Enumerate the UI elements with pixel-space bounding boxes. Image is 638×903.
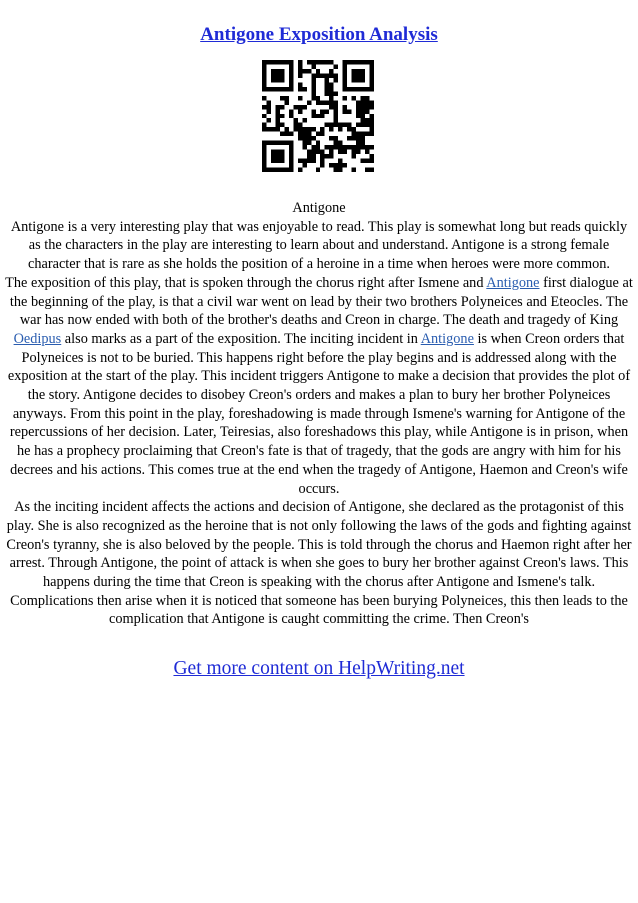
antigone-link-1[interactable]: Antigone	[486, 274, 540, 291]
antigone-link-2[interactable]: Antigone	[420, 330, 474, 347]
paragraph-protagonist: As the inciting incident affects the actions and decision of Antigone, she declared as the protagonist of this play. She is also recognized as the heroine that is not only following the laws of the gods and fighting against Creon's tyranny, she is also beloved by the people. This is told through the chorus and Haemon right after her arrest. Through Antigone, the point of attack is when she goes to bury her brother against Creon's laws. This happens during the time that Creon is speaking with the chorus after Antigone and Ismene's talk. Complications then arise when it is noticed that someone has been burying Polyneices, this then leads to the complication that Antigone is caught committing the crime. Then Creon's	[6, 499, 632, 628]
qr-code-graphic	[262, 60, 374, 172]
paragraph-intro: Antigone is a very interesting play that was enjoyable to read. This play is somewhat long but reads quickly as the characters in the play are interesting to learn about and understand. Antigone is a strong female character that is rare as she holds the position of a heroine in a time when heroes were more common.	[10, 218, 628, 273]
paragraph-exposition-part-1: The exposition of this play, that is spoken through the chorus right after Ismene and	[5, 274, 487, 291]
paragraph-exposition-part-4: is when Creon orders that Polyneices is not to be buried. This happens right before the play begins and is addressed along with the exposition at the start of the play. This incident triggers Antigone to make a decision that provides the plot of the story. Antigone decides to disobey Creon's orders and makes a plan to bury her brother Polyneices anyways. From this point in the play, foreshadowing is made through Ismene's warning for Antigone of the repercussions of her decision. Later, Teiresias, also foreshadows this play, while Antigone is in prison, when he has a prophecy proclaiming that Creon's fate is that of tragedy, that the gods are angry with him for his decrees and his actions. This comes true at the end when the tragedy of Antigone, Haemon and Creon's wife occurs.	[7, 330, 631, 497]
paragraph-exposition-part-2: first dialogue at the beginning of the play, is that a civil war went on lead by their two brothers Polyneices and Eteocles. The war has now ended with both of the brother's deaths and Creon in charge. The death and tragedy of King	[9, 274, 633, 329]
qr-code-icon	[262, 60, 374, 172]
helpwriting-footer-link[interactable]: Get more content on HelpWriting.net	[173, 658, 465, 679]
paragraph-exposition-part-3: also marks as a part of the exposition. The inciting incident in	[61, 330, 421, 347]
essay-heading: Antigone	[292, 200, 346, 216]
essay-body	[4, 199, 634, 629]
oedipus-link[interactable]: Oedipus	[13, 330, 62, 347]
document-title-link[interactable]: Antigone Exposition Analysis	[200, 24, 438, 45]
paragraph-exposition	[4, 274, 634, 498]
